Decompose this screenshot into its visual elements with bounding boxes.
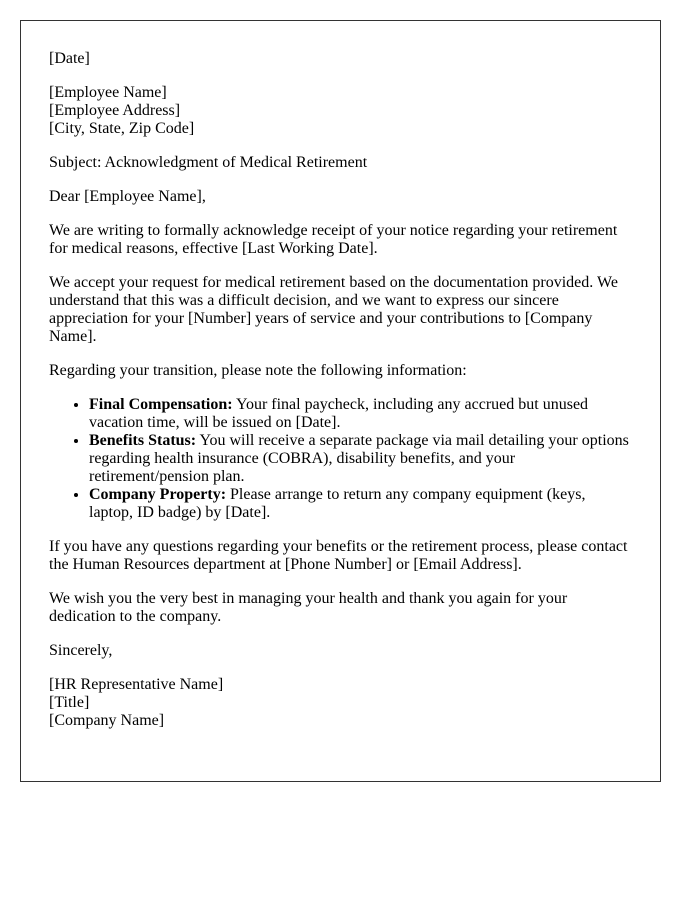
body-paragraph: We are writing to formally acknowledge receipt of your notice regarding your retirement for medical reasons, effective [Last Working Date]. <box>49 222 618 257</box>
recipient-block <box>49 84 632 138</box>
body-paragraph: Regarding your transition, please note the following information: <box>49 362 467 379</box>
list-item-text: You will receive a separate package via mail detailing your options regarding health insurance (COBRA), disability benefits, and your retirement/pension plan. <box>89 432 629 485</box>
body-paragraph: We accept your request for medical retirement based on the documentation provided. We understand that this was a difficult decision, and we want to express our sincere appreciation for your [Number] years of service and your contributions to [Company Name]. <box>49 274 618 345</box>
transition-list <box>49 396 632 522</box>
list-item <box>89 396 632 432</box>
list-item-text: Your final paycheck, including any accrued but unused vacation time, will be issued on [Date]. <box>89 396 589 431</box>
subject-line: Subject: Acknowledgment of Medical Retirement <box>49 154 368 171</box>
list-item-label: Benefits Status: <box>89 432 197 449</box>
signature-block <box>49 676 632 730</box>
letter <box>20 20 661 782</box>
list-item-label: Company Property: <box>89 486 227 503</box>
signoff: Sincerely, <box>49 642 113 659</box>
recipient-city: [City, State, Zip Code] <box>49 120 195 137</box>
list-item-label: Final Compensation: <box>89 396 233 413</box>
letter-date: [Date] <box>49 50 90 67</box>
signature-title: [Title] <box>49 694 90 711</box>
recipient-address: [Employee Address] <box>49 102 181 119</box>
signature-company: [Company Name] <box>49 712 165 729</box>
body-paragraph: If you have any questions regarding your benefits or the retirement process, please contact the Human Resources department at [Phone Number] or [Email Address]. <box>49 538 628 573</box>
body-paragraph: We wish you the very best in managing your health and thank you again for your dedication to the company. <box>49 590 568 625</box>
list-item-text: Please arrange to return any company equipment (keys, laptop, ID badge) by [Date]. <box>89 486 586 521</box>
salutation: Dear [Employee Name], <box>49 188 206 205</box>
list-item <box>89 486 632 522</box>
recipient-name: [Employee Name] <box>49 84 167 101</box>
signature-name: [HR Representative Name] <box>49 676 224 693</box>
list-item <box>89 432 632 486</box>
